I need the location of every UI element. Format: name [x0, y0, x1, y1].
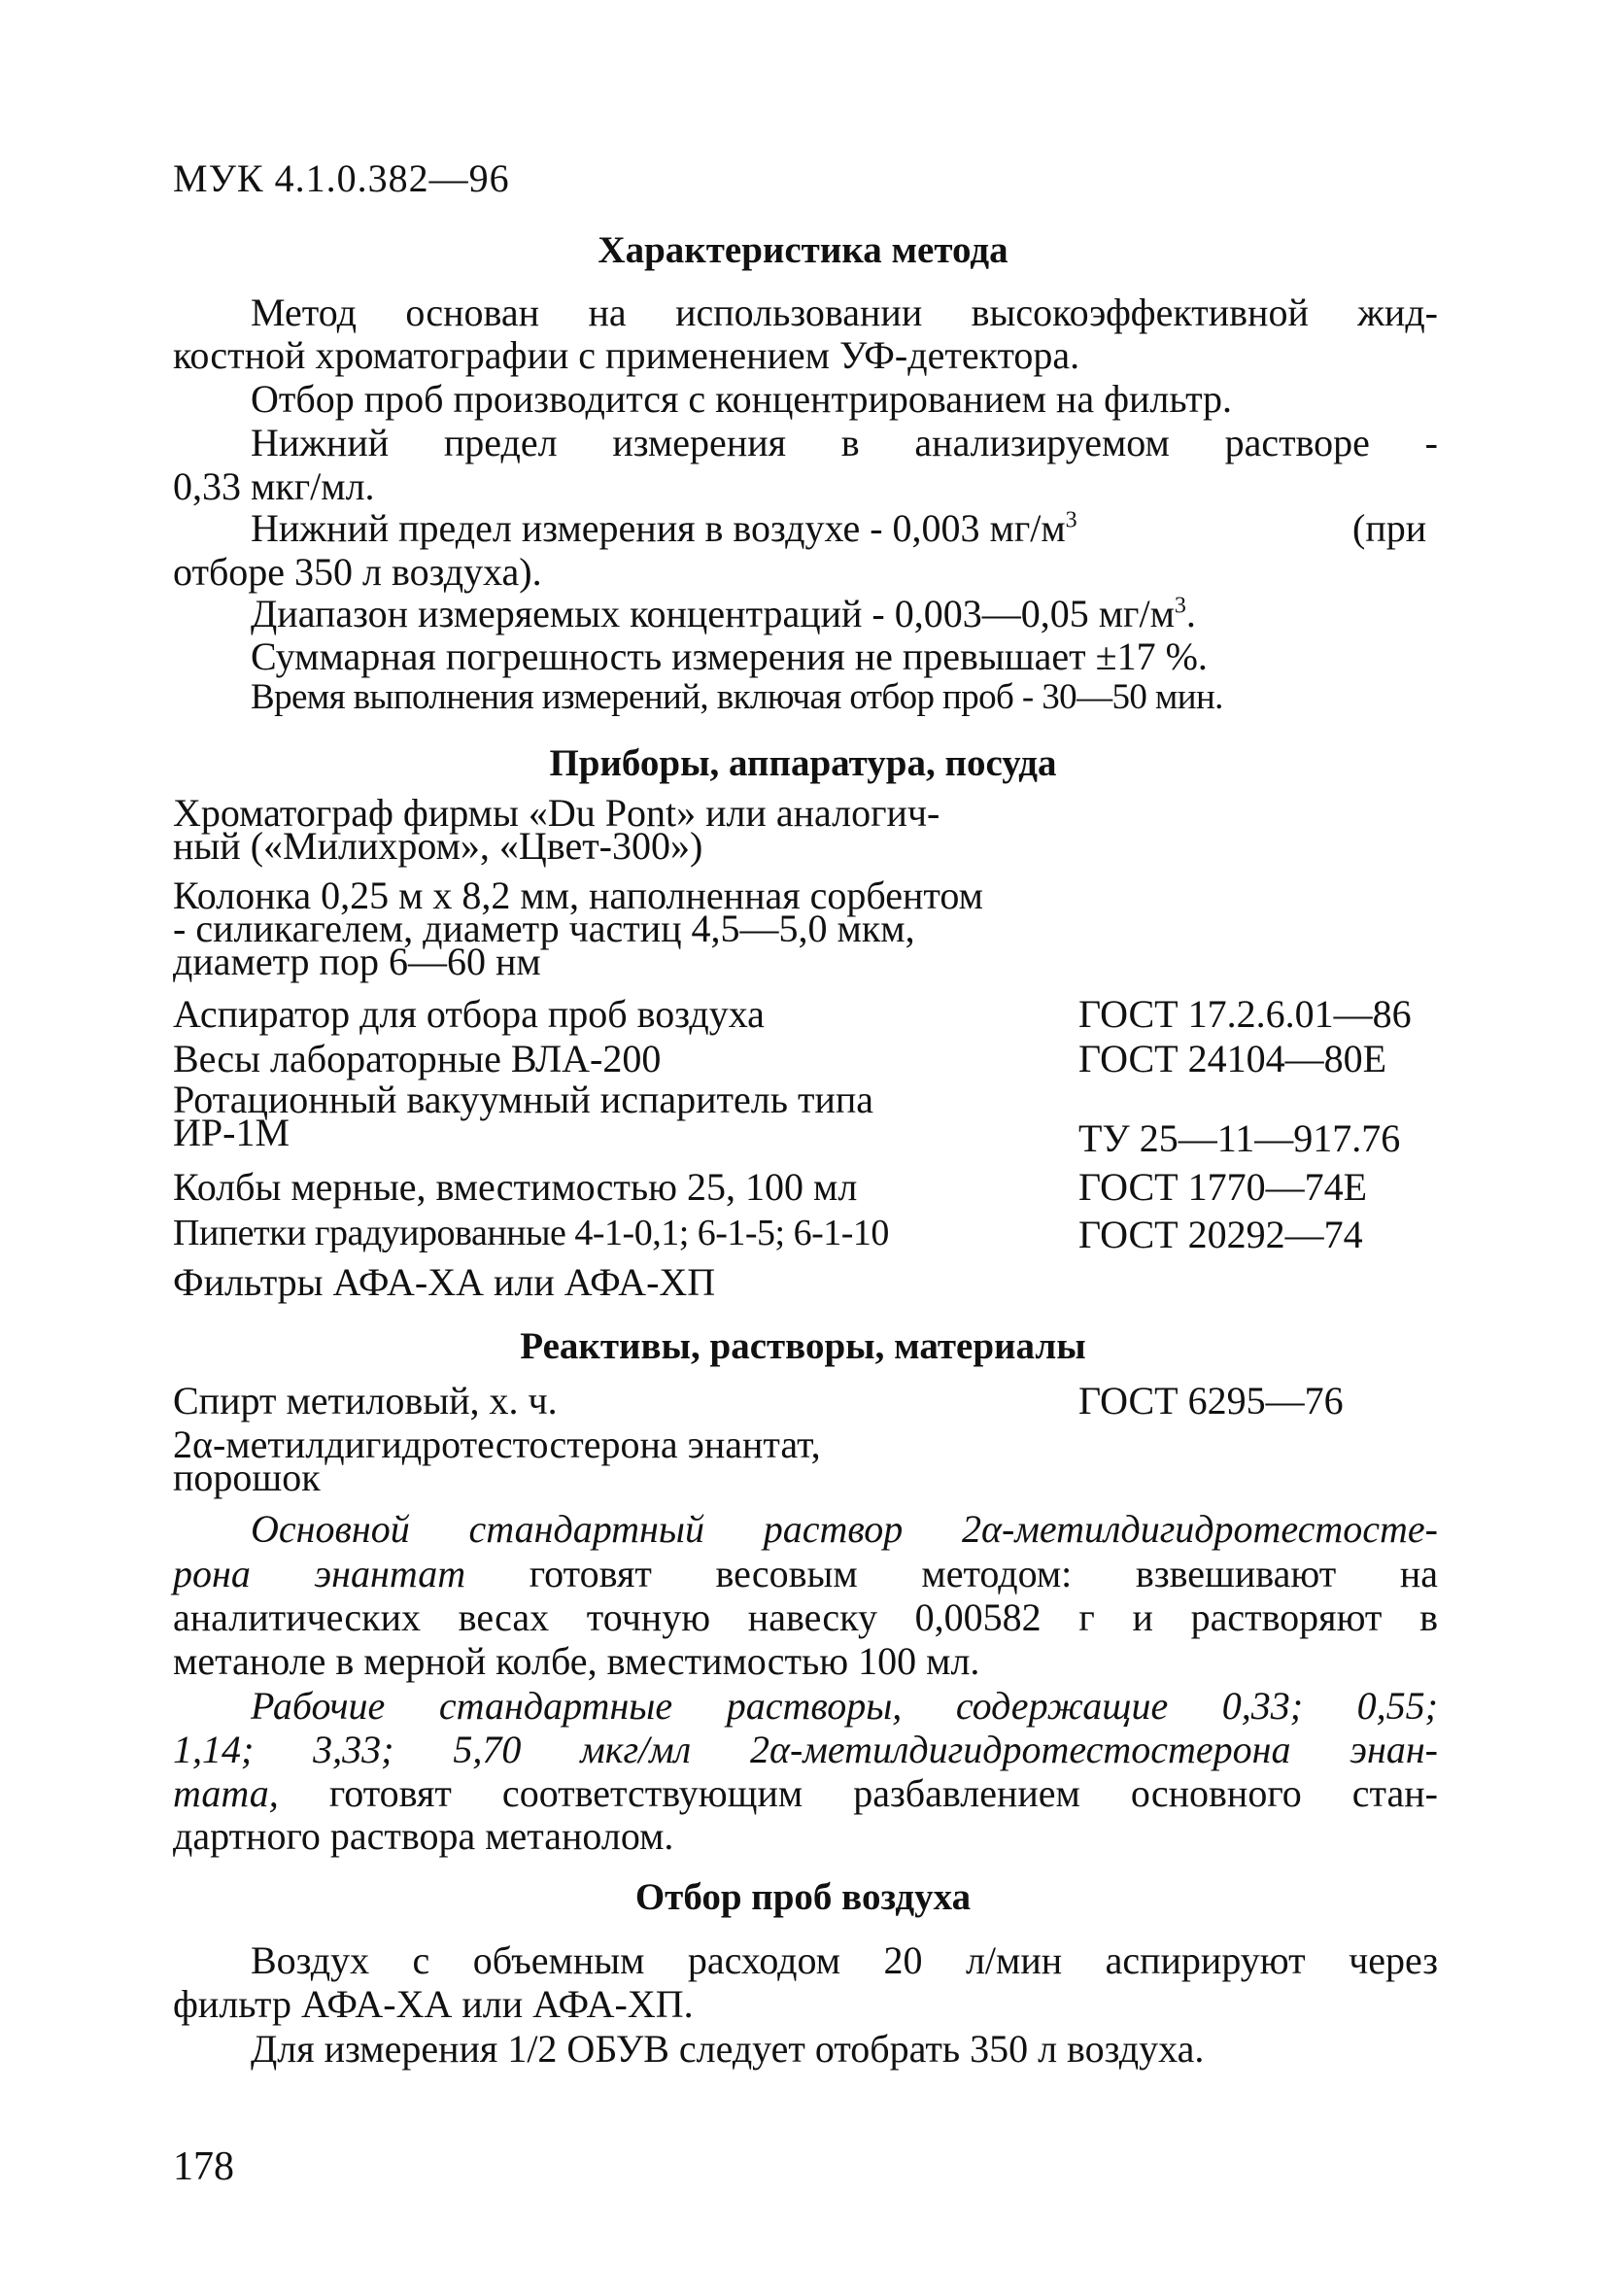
stock-solution-text: готовят весовым методом: взвешивают на	[529, 1552, 1438, 1595]
instrument-item-line: Колонка 0,25 м х 8,2 мм, наполненная сорбентом	[173, 874, 983, 917]
instrument-item-line: Ротационный вакуумный испаритель типа	[173, 1078, 874, 1121]
superscript: 3	[1065, 507, 1077, 533]
paragraph-line: отборе 350 л воздуха).	[173, 550, 542, 594]
paragraph-line: костной хроматографии с применением УФ-детектора.	[173, 333, 1080, 377]
instrument-standard: ГОСТ 17.2.6.01—86	[1078, 992, 1412, 1036]
paragraph-line	[251, 591, 1196, 636]
stock-solution-line: метаноле в мерной колбе, вместимостью 100 мл.	[173, 1639, 980, 1683]
paragraph-line: Отбор проб производится с концентрированием на фильтр.	[251, 377, 1233, 421]
sampling-line: фильтр АФА-ХА или АФА-ХП.	[173, 1982, 694, 2026]
instrument-item	[173, 791, 940, 868]
section-title-method: Характеристика метода	[598, 229, 1008, 271]
instrument-standard: ГОСТ 24104—80Е	[1078, 1037, 1387, 1080]
instrument-item: Аспиратор для отбора проб воздуха	[173, 992, 765, 1036]
superscript: 3	[1174, 593, 1186, 619]
instrument-item-line: диаметр пор 6—60 нм	[173, 940, 541, 983]
page-number: 178	[173, 2144, 234, 2189]
working-solution-line: дартного раствора метанолом.	[173, 1814, 674, 1858]
paragraph-line: Время выполнения измерений, включая отбор проб - 30—50 мин.	[251, 677, 1223, 717]
instrument-item	[173, 874, 983, 983]
instrument-standard: ТУ 25—11—917.76	[1078, 1116, 1401, 1160]
paragraph-line: Метод основан на использовании высокоэффективной жид-	[251, 291, 1438, 334]
stock-solution-line: Основной стандартный раствор 2α-метилдигидротестосте-	[251, 1507, 1438, 1551]
reagent-item-line: порошок	[173, 1456, 321, 1499]
instrument-item: Фильтры АФА-ХА или АФА-ХП	[173, 1260, 716, 1304]
working-solution-line: 1,14; 3,33; 5,70 мкг/мл 2α-метилдигидротестостерона энан-	[173, 1728, 1438, 1771]
working-solution-line	[173, 1770, 1438, 1816]
paragraph-line	[251, 505, 1077, 551]
stock-solution-line	[173, 1551, 1438, 1596]
paragraph-line-text: Диапазон измеряемых концентраций - 0,003—0,05 мг/м	[251, 592, 1175, 635]
stock-solution-line: аналитических весах точную навеску 0,00582 г и растворяют в	[173, 1595, 1438, 1639]
stock-solution-italic: рона энантат	[173, 1552, 466, 1595]
instrument-item-line: Хроматограф фирмы «Du Pont» или аналогич-	[173, 791, 940, 835]
instrument-standard: ГОСТ 20292—74	[1078, 1213, 1363, 1256]
document-header: МУК 4.1.0.382—96	[173, 156, 510, 200]
instrument-item: Колбы мерные, вместимостью 25, 100 мл	[173, 1165, 858, 1209]
instrument-standard: ГОСТ 1770—74Е	[1078, 1165, 1368, 1209]
working-solution-line: Рабочие стандартные растворы, содержащие 0,33; 0,55;	[251, 1684, 1438, 1728]
sampling-line: Воздух с объемным расходом 20 л/мин аспирируют через	[251, 1938, 1438, 1982]
instrument-item: Весы лабораторные ВЛА-200	[173, 1037, 662, 1080]
reagent-item-line: 2α-метилдигидротестостерона энантат,	[173, 1422, 821, 1466]
reagent-standard: ГОСТ 6295—76	[1078, 1379, 1344, 1422]
paragraph-line: Нижний предел измерения в анализируемом растворе -	[251, 421, 1438, 464]
instrument-item	[173, 1078, 874, 1154]
paragraph-line: Суммарная погрешность измерения не превышает ±17 %.	[251, 634, 1208, 678]
paragraph-line: 0,33 мкг/мл.	[173, 464, 375, 508]
paragraph-line-text: .	[1185, 592, 1196, 635]
section-title-sampling: Отбор проб воздуха	[634, 1876, 972, 1918]
instrument-item-line: - силикагелем, диаметр частиц 4,5—5,0 мкм,	[173, 907, 915, 950]
instrument-item-line: ный («Милихром», «Цвет-300»)	[173, 824, 703, 868]
section-title-reagents: Реактивы, растворы, материалы	[520, 1325, 1086, 1367]
reagent-item: Спирт метиловый, х. ч.	[173, 1379, 558, 1422]
paragraph-line: (при	[1352, 506, 1427, 550]
section-title-instruments: Приборы, аппаратура, посуда	[549, 742, 1057, 784]
working-solution-italic: тата,	[173, 1771, 279, 1815]
sampling-line: Для измерения 1/2 ОБУВ следует отобрать 350 л воздуха.	[251, 2027, 1205, 2071]
working-solution-text: готовят соответствующим разбавлением основного стан-	[328, 1771, 1439, 1815]
instrument-item: Пипетки градуированные 4-1-0,1; 6-1-5; 6-1-10	[173, 1213, 889, 1253]
reagent-item	[173, 1422, 821, 1499]
instrument-item-line: ИР-1М	[173, 1111, 290, 1154]
paragraph-line-text: Нижний предел измерения в воздухе - 0,003 мг/м	[251, 506, 1066, 550]
